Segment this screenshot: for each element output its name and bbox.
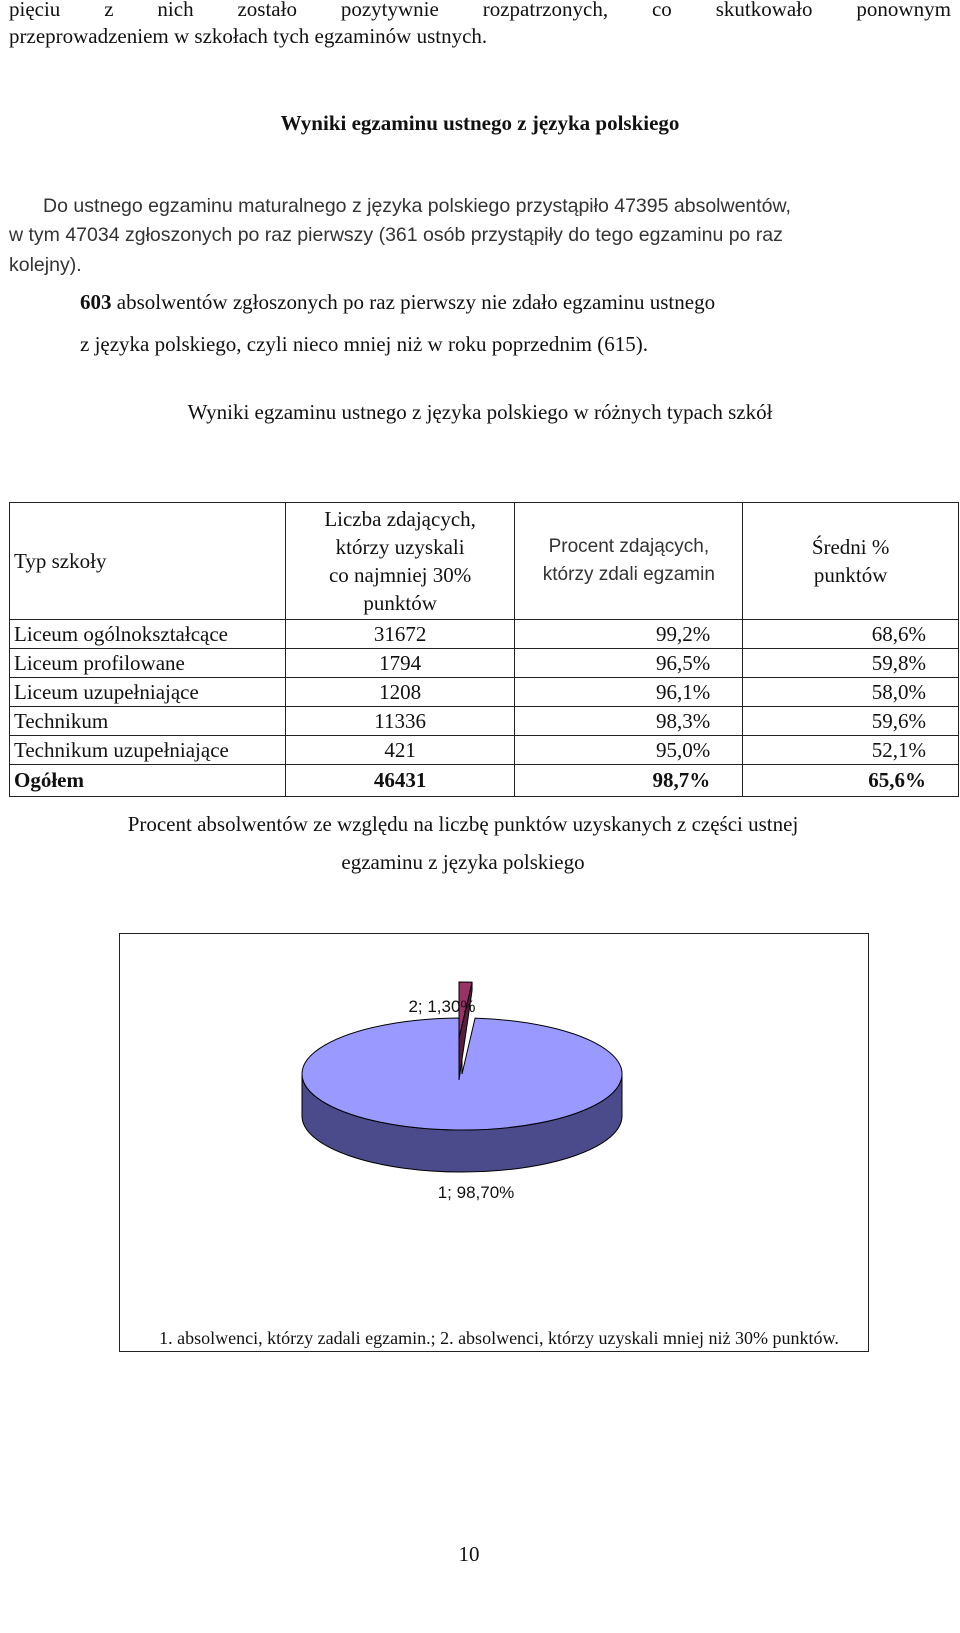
cell-pass-percent: 98,3% — [515, 707, 743, 736]
cell-school-type: Liceum profilowane — [10, 649, 286, 678]
cell-passed-count: 1794 — [285, 649, 515, 678]
para1-line-3: kolejny). — [9, 254, 82, 276]
cell-avg-points: 59,6% — [743, 707, 959, 736]
cell-school-type: Technikum — [10, 707, 286, 736]
intro-word: pozytywnie — [340, 0, 439, 21]
header-avg-points — [743, 503, 959, 620]
header-passed-count — [285, 503, 515, 620]
header-pass-percent — [515, 503, 743, 620]
cell-pass-percent: 99,2% — [515, 620, 743, 649]
pie-chart-svg — [120, 934, 868, 1351]
cell-passed-count: 11336 — [285, 707, 515, 736]
intro-word: co — [651, 0, 672, 21]
pie-label-1: 1; 98,70% — [437, 1183, 515, 1202]
table-total-row — [10, 765, 959, 797]
total-passed-count: 46431 — [285, 765, 515, 797]
intro-word: pięciu — [9, 0, 61, 21]
cell-avg-points: 58,0% — [743, 678, 959, 707]
intro-word: z — [104, 0, 114, 21]
intro-word: ponownym — [856, 0, 951, 21]
intro-word: skutkowało — [715, 0, 813, 21]
table-row — [10, 736, 959, 765]
header-school-type — [10, 503, 286, 620]
header-avg-points-l2: punktów — [813, 563, 888, 587]
intro-line-1 — [9, 0, 951, 23]
intro-word: zostało — [237, 0, 297, 21]
para1-line-1: Do ustnego egzaminu maturalnego z języka polskiego przystąpiło 47395 absolwentów, — [43, 195, 791, 217]
intro-word: rozpatrzonych, — [482, 0, 609, 21]
header-passed-count-l1: Liczba zdających, — [324, 507, 476, 531]
header-passed-count-l4: punktów — [363, 591, 437, 615]
table-header-row — [10, 503, 959, 620]
total-avg-points: 65,6% — [743, 765, 959, 797]
para1-line-2: w tym 47034 zgłoszonych po raz pierwszy (361 osób przystąpiły do tego egzaminu po raz — [9, 224, 783, 246]
header-passed-count-l2: którzy uzyskali — [335, 535, 465, 559]
header-school-type-text: Typ szkoły — [14, 548, 107, 573]
cell-passed-count: 31672 — [285, 620, 515, 649]
cell-school-type: Liceum ogólnokształcące — [10, 620, 286, 649]
failed-count: 603 — [80, 290, 112, 314]
cell-passed-count: 421 — [285, 736, 515, 765]
header-pass-percent-l2: którzy zdali egzamin — [542, 564, 715, 585]
results-table — [9, 502, 959, 797]
para2-line-1 — [80, 288, 715, 316]
cell-pass-percent: 96,5% — [515, 649, 743, 678]
cell-avg-points: 52,1% — [743, 736, 959, 765]
cell-school-type: Liceum uzupełniające — [10, 678, 286, 707]
cell-pass-percent: 96,1% — [515, 678, 743, 707]
total-pass-percent: 98,7% — [515, 765, 743, 797]
intro-word: nich — [157, 0, 194, 21]
pie-label-2: 2; 1,30% — [408, 997, 476, 1016]
cell-pass-percent: 95,0% — [515, 736, 743, 765]
table-row — [10, 649, 959, 678]
table-row — [10, 620, 959, 649]
chart-legend: 1. absolwenci, którzy zadali egzamin.; 2. absolwenci, którzy uzyskali mniej niż 30% punktów. — [159, 1328, 839, 1348]
header-avg-points-l1: Średni % — [811, 535, 890, 559]
header-pass-percent-l1: Procent zdających, — [548, 536, 710, 557]
table-title: Wyniki egzaminu ustnego z języka polskiego w różnych typach szkół — [187, 400, 773, 424]
page-number: 10 — [458, 1542, 480, 1566]
intro-line-2: przeprowadzeniem w szkołach tych egzaminów ustnych. — [9, 24, 488, 48]
cell-passed-count: 1208 — [285, 678, 515, 707]
header-passed-count-l3: co najmniej 30% — [328, 563, 472, 587]
table-row — [10, 707, 959, 736]
chart-title-line-2: egzaminu z języka polskiego — [341, 850, 585, 874]
cell-avg-points: 68,6% — [743, 620, 959, 649]
section-title: Wyniki egzaminu ustnego z języka polskiego — [280, 111, 680, 135]
total-school-type: Ogółem — [10, 765, 286, 797]
pie-chart — [119, 933, 869, 1352]
table-row — [10, 678, 959, 707]
chart-title-line-1: Procent absolwentów ze względu na liczbę punktów uzyskanych z części ustnej — [127, 812, 799, 836]
para2-line-1-text: absolwentów zgłoszonych po raz pierwszy nie zdało egzaminu ustnego — [111, 290, 716, 314]
para2-line-2: z języka polskiego, czyli nieco mniej niż w roku poprzednim (615). — [80, 332, 648, 356]
cell-avg-points: 59,8% — [743, 649, 959, 678]
cell-school-type: Technikum uzupełniające — [10, 736, 286, 765]
